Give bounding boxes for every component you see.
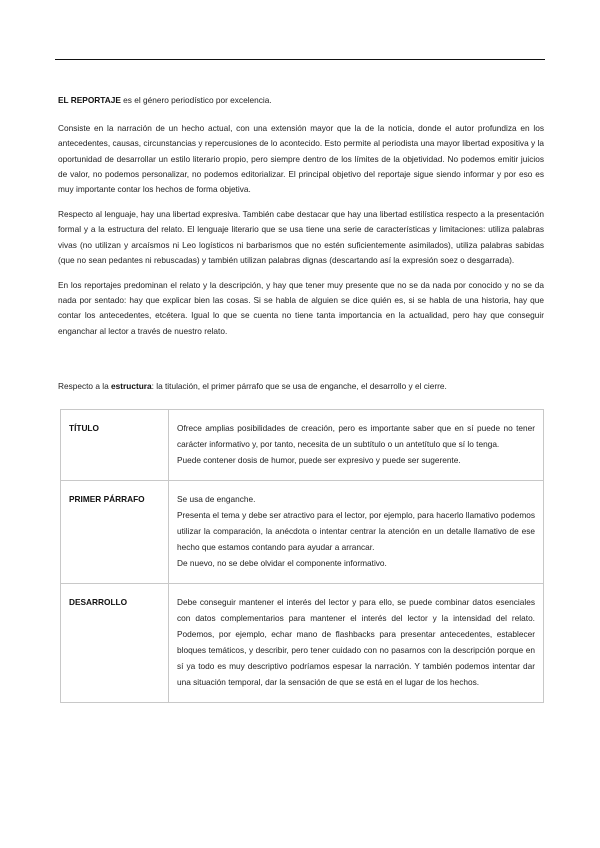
row-desc-desarrollo [169,584,544,703]
desc-line: Debe conseguir mantener el interés del lector y para ello, se puede combinar datos esenciales con datos complementarios para mantener el interés del lector y la intensidad del relato. Podemos, por ejemplo, echar mano de flashbacks para presentar antecedentes, establecer bloques temáticos, y describir, pero tener cuidado con no pasarnos con la descripción porque en sí ya todo es muy descriptivo podríamos espesar la narración. Y también podemos intentar dar una situación temporal, dar la sensación de que se está en el lugar de los hechos. [177,597,535,688]
desc-line: Puede contener dosis de humor, puede ser expresivo y puede ser sugerente. [177,455,461,466]
table-row [61,410,544,481]
desc-line: De nuevo, no se debe olvidar el componente informativo. [177,558,387,569]
table-row [61,481,544,584]
paragraph-narration: En los reportajes predominan el relato y la descripción, y hay que tener muy presente que no se da nada por conocido y no se da nada por sentado: hay que explicar bien las cosas. Si se habla de alguien se dice quién es, si se habla de una historia, hay que contar los antecedentes, etcétera. Igual lo que se cuenta no tiene tanta importancia en la actualidad, pero hay que conseguir enganchar al lector a través de nuestro relato. [58,280,544,336]
desc-line: Presenta el tema y debe ser atractivo para el lector, por ejemplo, para hacerlo llamativo podemos utilizar la comparación, la anécdota o intentar centrar la atención en un detalle llamativo de ese hecho que estamos contando para ayudar a arrancar. [177,510,535,553]
intro-paragraph [58,93,544,108]
desc-line: Se usa de enganche. [177,494,256,505]
row-desc-primer-parrafo [169,481,544,584]
row-label-desarrollo: DESARROLLO [61,584,169,703]
row-label-primer-parrafo: PRIMER PÁRRAFO [61,481,169,584]
structure-term: estructura [111,380,152,391]
paragraph-language: Respecto al lenguaje, hay una libertad expresiva. También cabe destacar que hay una libertad estilística respecto a la presentación formal y a la estructura del relato. El lenguaje literario que se usa tiene una serie de características y limitaciones: utiliza palabras vivas (no utilizan y arcaísmos ni Leo logísticos ni barbarismos que no estén suficientemente asimilados), utiliza palabras sabidas (que no sean pedantes ni rebuscadas) y también utilizan palabras dignas (descartando así la expresión soez o desgarrada). [58,209,544,265]
header-rule [55,59,545,60]
structure-intro-after: : la titulación, el primer párrafo que se usa de enganche, el desarrollo y el cierre. [151,380,447,391]
structure-intro [58,379,544,394]
row-desc-titulo [169,410,544,481]
structure-intro-before: Respecto a la [58,380,112,391]
desc-line: Ofrece amplias posibilidades de creación, pero es importante saber que en sí puede no tener carácter informativo y, por tanto, necesita de un subtítulo o un antetítulo que sí lo tenga. [177,423,535,450]
document-body [58,93,544,703]
paragraph-definition: Consiste en la narración de un hecho actual, con una extensión mayor que la de la noticia, donde el autor profundiza en los antecedentes, causas, circunstancias y repercusiones de lo acontecido. Esto permite al periodista una mayor libertad expositiva y la oportunidad de desarrollar un estilo literario propio, pero siempre dentro de los límites de la objetividad. No podemos emitir juicios de valor, no podemos personalizar, no podemos editorializar. El principal objetivo del reportaje sigue siendo informar y por eso es muy importante contar los hechos de forma objetiva. [58,123,544,195]
intro-term: EL REPORTAJE [58,95,121,105]
intro-text: es el género periodístico por excelencia. [120,95,272,105]
row-label-titulo: TÍTULO [61,410,169,481]
table-row [61,584,544,703]
structure-table [60,409,544,703]
